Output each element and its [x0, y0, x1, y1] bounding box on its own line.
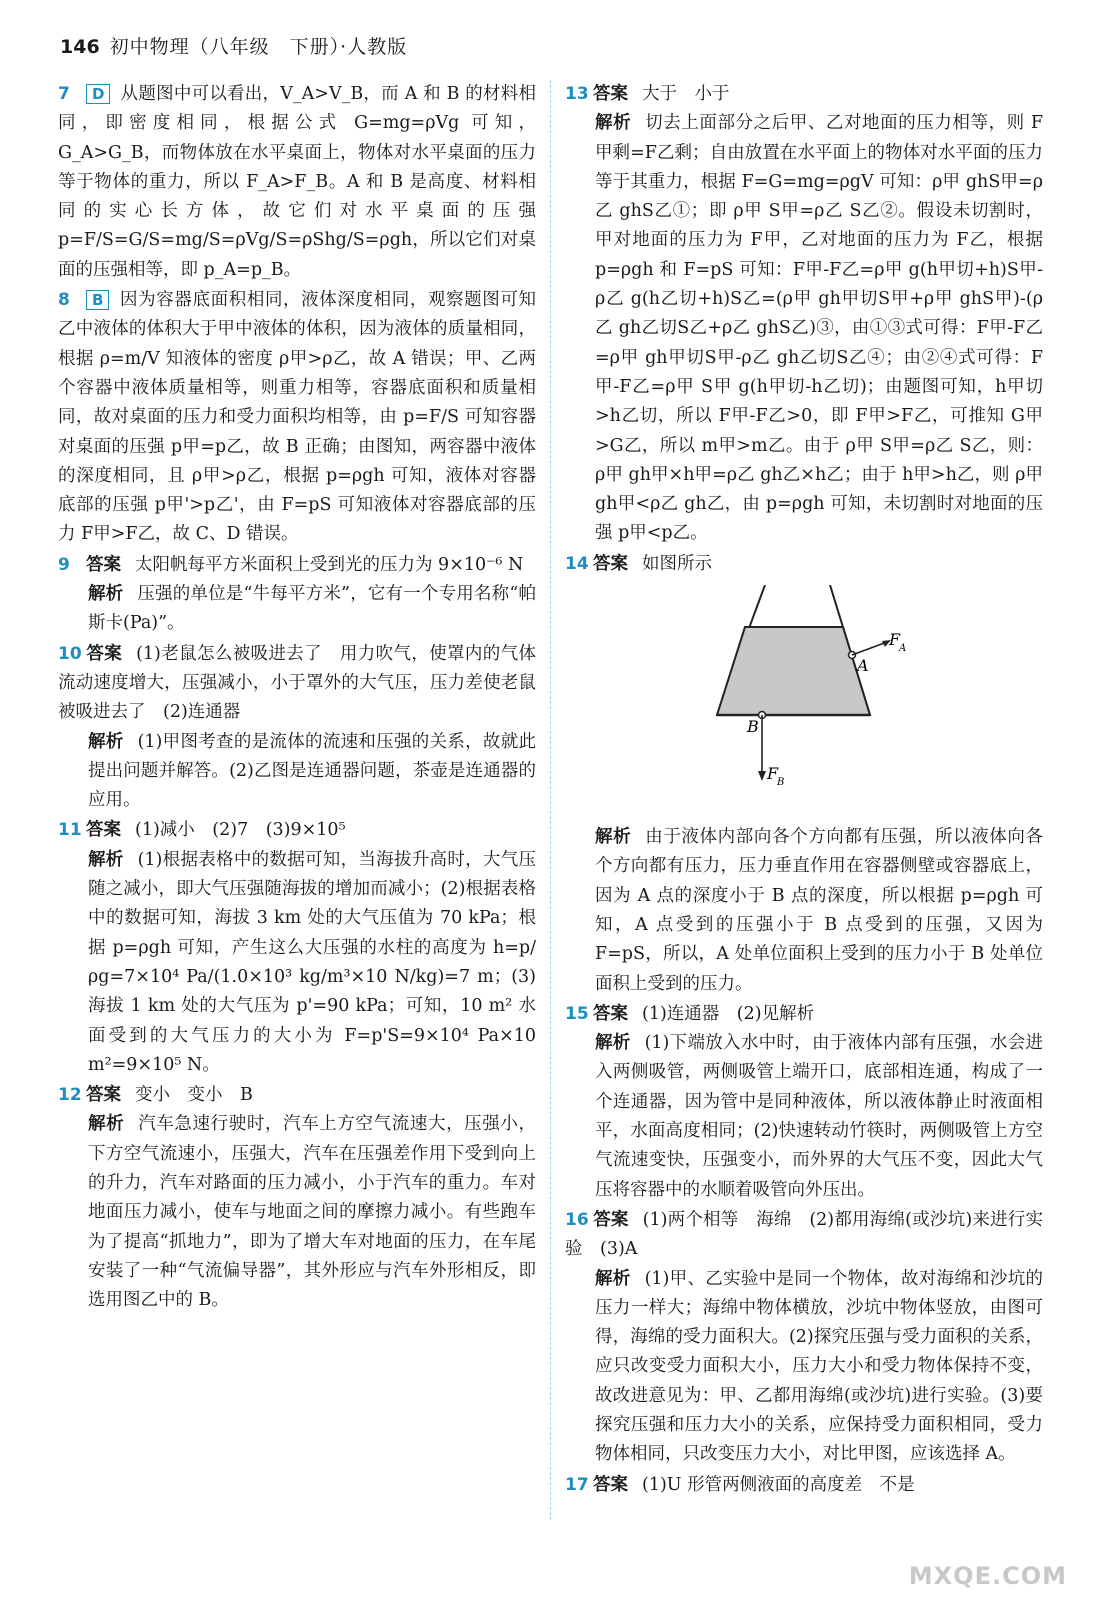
question-13: [565, 80, 1043, 549]
question-16: [565, 1206, 1043, 1470]
answer-text: 变小 变小 B: [135, 1085, 253, 1106]
answer-text: 大于 小于: [642, 84, 730, 104]
question-number: 15: [565, 1003, 589, 1024]
question-8: [58, 286, 536, 550]
analysis-label: 解析: [595, 1268, 631, 1289]
answer-label: 答案: [593, 1003, 628, 1024]
analysis-text: 切去上面部分之后甲、乙对地面的压力相等，则 F甲剩=F乙剩；自由放置在水平面上的物体对水平面的压力等于其重力，根据 F=G=mg=ρgV 可知：ρ甲 ghS甲=ρ乙 ghS乙①；即 ρ甲 S甲=ρ乙 S乙②。假设未切割时，甲对地面的压力为 F甲，乙对地面的压力为 F乙，根据 p=ρgh 和 F=pS 可知：F甲-F乙=ρ甲 g(h甲切+h)S甲-ρ乙 g(h乙切+h)S乙=(ρ甲 gh甲切S甲+ρ甲 ghS甲)-(ρ乙 gh乙切S乙+ρ乙 ghS乙)③，由①③式可得：F甲-F乙=ρ甲 gh甲切S甲-ρ乙 gh乙切S乙④；由②④式可得：F甲-F乙=ρ甲 S甲 g(h甲切-h乙切)；由题图可知，h甲切>h乙切，所以 F甲-F乙>0，即 F甲>F乙，可推知 G甲>G乙，所以 m甲>m乙。由于 ρ甲 S甲=ρ乙 S乙，则：ρ甲 gh甲×h甲=ρ乙 gh乙×h乙；由于 h甲>h乙，则 ρ甲 gh甲<ρ乙 gh乙，由 p=ρgh 可知，未切割时对地面的压强 p甲<p乙。: [595, 113, 1043, 544]
column-divider: [550, 80, 551, 1520]
force-a-arrow: [852, 642, 887, 655]
question-number: 17: [565, 1474, 589, 1495]
answer-label: 答案: [86, 643, 123, 664]
question-text: 从题图中可以看出，V_A>V_B，而 A 和 B 的材料相同，即密度相同，根据公式 G=mg=ρVg 可知，G_A>G_B，而物体放在水平桌面上，物体对水平桌面的压力等于物体的重力，所以 F_A>F_B。A 和 B 是高度、材料相同的实心长方体，故它们对水平桌面的压强 p=F/S=G/S=mg/S=ρVg/S=ρShg/S=ρgh，所以它们对桌面的压强相等，即 p_A=p_B。: [58, 84, 536, 280]
force-a-label: F: [889, 630, 901, 650]
analysis-text: 由于液体内部向各个方向都有压强，所以液体向各个方向都有压力，压力垂直作用在容器侧壁或容器底上，因为 A 点的深度小于 B 点的深度，所以根据 p=ρgh 可知，A 点受到的压强小于 B 点受到的压强，又因为 F=pS，所以，A 处单位面积上受到的压力小于 B 处单位面积上受到的压力。: [595, 827, 1043, 994]
left-column: [58, 80, 536, 1316]
answer-text: (1)老鼠怎么被吸进去了 用力吹气，使罩内的气体流动速度增大，压强减小，小于罩外的大气压，压力差使老鼠被吸进去了 (2)连通器: [58, 643, 536, 723]
question-number: 16: [565, 1209, 589, 1230]
question-number: 10: [58, 643, 82, 664]
answer-choice-box: D: [86, 84, 110, 104]
question-text: 因为容器底面积相同，液体深度相同，观察题图可知乙中液体的体积大于甲中液体的体积，因为液体的质量相同，根据 ρ=m/V 知液体的密度 ρ甲>ρ乙，故 A 错误；甲、乙两个容器中液体质量相等，则重力相等，容器底面积和质量相同，故对桌面的压力和受力面积均相等，由 p=F/S 可知容器对桌面的压强 p甲=p乙，故 B 正确；由图知，两容器中液体的深度相同，且 ρ甲>ρ乙，根据 p=ρgh 可知，液体对容器底部的压强 p甲'>p乙'，由 F=pS 可知液体对容器底部的压力 F甲>F乙，故 C、D 错误。: [58, 290, 536, 545]
question-17: [565, 1471, 1043, 1500]
question-number: 11: [58, 820, 82, 841]
answer-text: (1)连通器 (2)见解析: [642, 1003, 815, 1024]
answer-label: 答案: [593, 1474, 628, 1495]
analysis-label: 解析: [595, 827, 632, 848]
analysis-text: (1)甲图考查的是流体的流速和压强的关系，故就此提出问题并解答。(2)乙图是连通器问题，茶壶是连通器的应用。: [88, 731, 537, 811]
question-number: 12: [58, 1085, 82, 1106]
liquid-body: [717, 627, 870, 715]
force-b-label: F: [767, 764, 779, 784]
analysis-label: 解析: [88, 584, 124, 605]
force-b-arrowhead: [758, 771, 766, 781]
analysis-text: (1)根据表格中的数据可知，当海拔升高时，大气压随之减小，即大气压强随海拔的增加而减小；(2)根据表格中的数据可知，海拔 3 km 处的大气压值为 70 kPa；根据 p=ρgh 可知，产生这么大压强的水柱的高度为 h=p/ρg=7×10⁴ Pa/(1.0×10³ kg/m³×10 N/kg)=7 m；(3)海拔 1 km 处的大气压为 p'=90 kPa；可知，10 m² 水面受到的大气压力的大小为 F=p'S=9×10⁴ Pa×10 m²=9×10⁵ N。: [88, 849, 537, 1075]
answer-label: 答案: [593, 84, 628, 104]
analysis-paragraph: [565, 823, 1043, 999]
page-number: 146: [60, 36, 100, 58]
point-a-label: A: [857, 656, 869, 676]
watermark: MXQE.COM: [908, 1562, 1067, 1590]
answer-text: (1)减小 (2)7 (3)9×10⁵: [135, 820, 346, 841]
analysis-label: 解析: [595, 1033, 631, 1054]
analysis-text: 压强的单位是“牛每平方米”，它有一个专用名称“帕斯卡(Pa)”。: [88, 584, 536, 634]
answer-label: 答案: [593, 1209, 629, 1230]
analysis-label: 解析: [88, 849, 124, 870]
question-number: 8: [58, 290, 70, 311]
analysis-paragraph: [565, 1029, 1043, 1205]
analysis-text: (1)下端放入水中时，由于液体内部有压强，水会进入两侧吸管，两侧吸管上端开口，底部相连通，构成了一个连通器，因为管中是同种液体，所以液体静止时液面相平，水面高度相同；(2)快速转动竹筷时，两侧吸管上方空气流速变快，压强变小，而外界的大气压不变，因此大气压将容器中的水顺着吸管向外压出。: [595, 1033, 1044, 1200]
answer-label: 答案: [86, 820, 121, 841]
analysis-label: 解析: [595, 113, 632, 134]
container-force-figure: [565, 585, 1043, 815]
analysis-paragraph: [58, 1110, 536, 1315]
answer-text: 如图所示: [642, 553, 712, 574]
question-14: [565, 550, 1043, 999]
question-11: [58, 816, 536, 1080]
question-9: [58, 551, 536, 639]
question-number: 14: [565, 553, 589, 574]
right-column: [565, 80, 1043, 1501]
answer-text: (1)两个相等 海绵 (2)都用海绵(或沙坑)来进行实验 (3)A: [565, 1209, 1044, 1260]
answer-choice-box: B: [86, 290, 109, 310]
analysis-label: 解析: [88, 1114, 125, 1135]
page-header: [60, 32, 407, 62]
analysis-text: (1)甲、乙实验中是同一个物体，故对海绵和沙坑的压力一样大；海绵中物体横放，沙坑中物体竖放，由图可得，海绵的受力面积大。(2)探究压强与受力面积的关系，应只改变受力面积大小，压力大小和受力物体保持不变，故改进意见为：甲、乙都用海绵(或沙坑)进行实验。(3)要探究压强和压力大小的关系，应保持受力面积相同，受力物体相同，只改变压力大小，对比甲图，应该选择 A。: [595, 1268, 1044, 1465]
analysis-paragraph: [565, 109, 1043, 548]
analysis-text: 汽车急速行驶时，汽车上方空气流速大，压强小，下方空气流速小，压强大，汽车在压强差作用下受到向上的升力，汽车对路面的压力减小，小于汽车的重力。车对地面压力减小，使车与地面之间的摩擦力减小。有些跑车为了提高“抓地力”，即为了增大车对地面的压力，在车尾安装了一种“气流偏导器”，其外形应与汽车外形相反，即选用图乙中的 B。: [88, 1114, 536, 1311]
question-7: [58, 80, 536, 285]
answer-text: 太阳帆每平方米面积上受到光的压力为 9×10⁻⁶ N: [135, 554, 524, 575]
answer-label: 答案: [593, 553, 628, 574]
force-a-subscript: A: [899, 643, 907, 655]
analysis-paragraph: [565, 1265, 1043, 1470]
analysis-paragraph: [58, 580, 536, 639]
question-15: [565, 1000, 1043, 1205]
point-b-label: B: [747, 717, 759, 737]
question-number: 7: [58, 84, 70, 104]
answer-label: 答案: [86, 1085, 121, 1106]
question-12: [58, 1081, 536, 1315]
book-title: 初中物理（八年级 下册）·人教版: [109, 36, 408, 58]
question-10: [58, 640, 536, 816]
question-number: 9: [58, 554, 70, 575]
container-diagram: [565, 585, 1043, 815]
analysis-label: 解析: [88, 731, 124, 752]
force-b-subscript: B: [777, 777, 785, 789]
analysis-paragraph: [58, 846, 536, 1080]
question-number: 13: [565, 84, 589, 104]
answer-label: 答案: [86, 554, 121, 575]
analysis-paragraph: [58, 728, 536, 816]
answer-text: (1)U 形管两侧液面的高度差 不是: [642, 1474, 915, 1495]
